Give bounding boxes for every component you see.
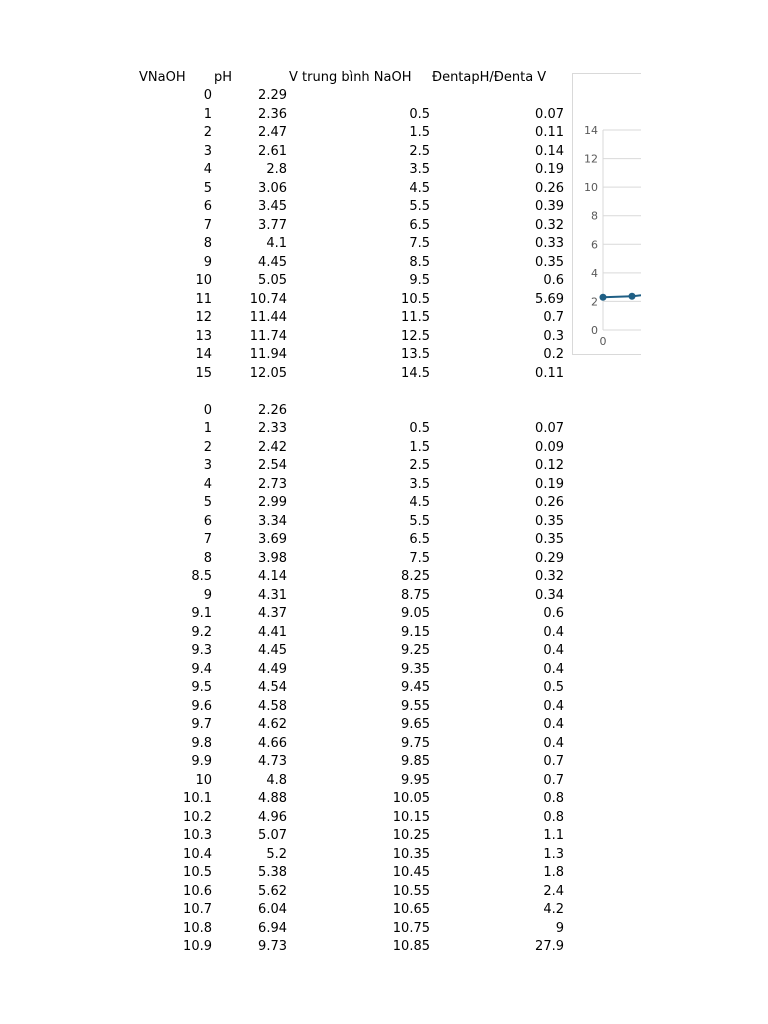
- cell-delta: 0.34: [535, 587, 564, 603]
- table-row: [0, 661, 600, 680]
- cell-delta: 0.11: [535, 365, 564, 381]
- cell-vnaoh: 14: [195, 347, 212, 362]
- cell-vnaoh: 9.4: [191, 661, 212, 677]
- cell-vnaoh: 10: [195, 273, 212, 288]
- cell-delta: 5.69: [535, 291, 564, 307]
- cell-delta: 0.35: [535, 532, 564, 547]
- cell-v-mean: 10.5: [401, 291, 430, 307]
- cell-vnaoh: 10.7: [183, 902, 212, 917]
- table-row: [0, 254, 600, 273]
- table-row: [0, 883, 600, 902]
- table-row: [0, 624, 600, 643]
- cell-delta: 0.4: [543, 661, 564, 677]
- cell-v-mean: 10.15: [392, 809, 430, 825]
- cell-v-mean: 6.5: [409, 532, 430, 547]
- cell-delta: 0.35: [535, 254, 564, 270]
- cell-v-mean: 9.95: [401, 772, 430, 788]
- cell-v-mean: 10.75: [392, 920, 430, 936]
- y-tick-label: 4: [591, 266, 598, 280]
- cell-ph: 3.34: [258, 513, 287, 529]
- cell-delta: 0.7: [543, 772, 564, 788]
- cell-ph: 4.8: [266, 772, 287, 788]
- cell-delta: 0.09: [535, 439, 564, 455]
- cell-delta: 1.8: [543, 865, 564, 880]
- table-row: [0, 920, 600, 939]
- cell-v-mean: 10.85: [392, 939, 430, 954]
- cell-ph: 4.45: [258, 254, 287, 270]
- cell-ph: 3.77: [258, 217, 287, 233]
- cell-vnaoh: 7: [203, 532, 212, 547]
- cell-v-mean: 2.5: [409, 458, 430, 473]
- table-row: [0, 550, 600, 569]
- cell-v-mean: 9.05: [401, 606, 430, 621]
- cell-delta: 0.5: [543, 680, 564, 695]
- cell-vnaoh: 8: [203, 550, 212, 566]
- table-row: [0, 346, 600, 365]
- cell-v-mean: 9.35: [401, 661, 430, 677]
- table-row: [0, 716, 600, 735]
- cell-vnaoh: 10.9: [183, 939, 212, 954]
- cell-v-mean: 9.85: [401, 754, 430, 769]
- cell-ph: 4.58: [258, 698, 287, 714]
- cell-ph: 3.98: [258, 550, 287, 566]
- cell-ph: 2.54: [258, 458, 287, 473]
- cell-v-mean: 5.5: [409, 513, 430, 529]
- cell-ph: 11.74: [249, 328, 287, 344]
- cell-v-mean: 10.05: [392, 791, 430, 806]
- cell-ph: 2.29: [258, 88, 287, 103]
- cell-vnaoh: 5: [203, 180, 212, 196]
- cell-ph: 6.04: [258, 902, 287, 917]
- table-row: [0, 328, 600, 347]
- cell-vnaoh: 9.6: [191, 698, 212, 714]
- table-row: [0, 143, 600, 162]
- table-row: [0, 106, 600, 125]
- x-tick-label: 0: [599, 335, 607, 348]
- cell-ph: 4.88: [258, 791, 287, 806]
- cell-v-mean: 7.5: [409, 550, 430, 566]
- cell-v-mean: 11.5: [401, 310, 430, 325]
- cell-ph: 2.73: [258, 476, 287, 492]
- cell-v-mean: 9.5: [409, 273, 430, 288]
- cell-delta: 27.9: [535, 939, 564, 954]
- cell-v-mean: 9.15: [401, 624, 430, 640]
- cell-v-mean: 9.45: [401, 680, 430, 695]
- cell-ph: 2.61: [258, 143, 287, 159]
- cell-ph: 4.1: [266, 236, 287, 251]
- cell-vnaoh: 10.4: [183, 846, 212, 862]
- table-row: [0, 402, 600, 421]
- cell-delta: 0.7: [543, 754, 564, 769]
- cell-delta: 0.19: [535, 162, 564, 177]
- table-row: [0, 735, 600, 754]
- cell-delta: 0.4: [543, 643, 564, 658]
- header-delta: ĐentapH/Đenta V: [432, 70, 547, 85]
- cell-ph: 4.73: [258, 754, 287, 769]
- cell-ph: 11.94: [249, 347, 287, 362]
- cell-vnaoh: 7: [203, 217, 212, 233]
- cell-ph: 11.44: [249, 310, 287, 325]
- table-row: [0, 790, 600, 809]
- cell-delta: 0.12: [535, 458, 564, 473]
- table-row: [0, 87, 600, 106]
- cell-ph: 4.31: [258, 587, 287, 603]
- cell-ph: 5.62: [258, 883, 287, 899]
- cell-ph: 4.54: [258, 680, 287, 695]
- cell-delta: 0.26: [535, 180, 564, 196]
- cell-vnaoh: 10.6: [183, 883, 212, 899]
- cell-v-mean: 10.45: [392, 865, 430, 880]
- header-v-mean: V trung bình NaOH: [289, 70, 412, 85]
- table-row: [0, 698, 600, 717]
- cell-vnaoh: 4: [203, 162, 212, 177]
- cell-ph: 4.14: [258, 569, 287, 584]
- cell-vnaoh: 8.5: [191, 569, 212, 584]
- chart-canvas: [573, 74, 641, 354]
- table-row: [0, 531, 600, 550]
- cell-v-mean: 8.75: [401, 587, 430, 603]
- y-tick-label: 0: [591, 324, 598, 337]
- cell-v-mean: 7.5: [409, 236, 430, 251]
- cell-vnaoh: 3: [203, 458, 212, 473]
- table-row: [0, 809, 600, 828]
- cell-v-mean: 0.5: [409, 421, 430, 436]
- ph-chart: [572, 73, 641, 355]
- table-row: [0, 679, 600, 698]
- table-row: [0, 217, 600, 236]
- cell-v-mean: 14.5: [401, 365, 430, 381]
- table-row: [0, 476, 600, 495]
- cell-vnaoh: 9.8: [191, 735, 212, 751]
- cell-vnaoh: 6: [203, 199, 212, 214]
- cell-vnaoh: 10.3: [183, 828, 212, 843]
- cell-delta: 0.39: [535, 199, 564, 214]
- cell-vnaoh: 9.1: [191, 606, 212, 621]
- cell-delta: 0.4: [543, 624, 564, 640]
- cell-ph: 4.62: [258, 717, 287, 732]
- cell-delta: 0.33: [535, 236, 564, 251]
- cell-delta: 0.11: [535, 125, 564, 140]
- cell-vnaoh: 10.2: [183, 809, 212, 825]
- cell-vnaoh: 9.2: [191, 624, 212, 640]
- cell-ph: 2.42: [258, 439, 287, 455]
- table-row: [0, 457, 600, 476]
- cell-v-mean: 4.5: [409, 180, 430, 196]
- cell-v-mean: 10.55: [392, 883, 430, 899]
- cell-vnaoh: 9.5: [191, 680, 212, 695]
- cell-delta: 0.3: [543, 328, 564, 344]
- cell-vnaoh: 2: [203, 125, 212, 140]
- cell-ph: 3.45: [258, 199, 287, 214]
- header-vnaoh: VNaOH: [139, 70, 186, 85]
- cell-v-mean: 10.35: [392, 846, 430, 862]
- table-row: [0, 494, 600, 513]
- cell-delta: 0.2: [543, 347, 564, 362]
- table-row: [0, 513, 600, 532]
- cell-v-mean: 2.5: [409, 143, 430, 159]
- cell-vnaoh: 9.7: [191, 717, 212, 732]
- cell-vnaoh: 15: [195, 365, 212, 381]
- table-row: [0, 827, 600, 846]
- table-row: [0, 938, 600, 957]
- table-row: [0, 772, 600, 791]
- table-row: [0, 180, 600, 199]
- y-tick-label: 14: [584, 124, 598, 137]
- cell-vnaoh: 0: [203, 402, 212, 418]
- table-row: [0, 365, 600, 384]
- cell-delta: 0.7: [543, 310, 564, 325]
- cell-v-mean: 9.75: [401, 735, 430, 751]
- y-tick-label: 2: [591, 295, 598, 309]
- cell-v-mean: 0.5: [409, 106, 430, 122]
- cell-v-mean: 12.5: [401, 328, 430, 344]
- cell-ph: 5.07: [258, 828, 287, 843]
- table-row: [0, 587, 600, 606]
- cell-delta: 0.32: [535, 569, 564, 584]
- cell-vnaoh: 1: [203, 106, 212, 122]
- cell-ph: 6.94: [258, 920, 287, 936]
- table-row: [0, 198, 600, 217]
- table-row: [0, 901, 600, 920]
- cell-ph: 2.47: [258, 125, 287, 140]
- cell-ph: 2.33: [258, 421, 287, 436]
- cell-v-mean: 8.25: [401, 569, 430, 584]
- cell-ph: 12.05: [249, 365, 287, 381]
- cell-vnaoh: 3: [203, 143, 212, 159]
- table-row: [0, 439, 600, 458]
- cell-vnaoh: 10: [195, 772, 212, 788]
- cell-vnaoh: 10.5: [183, 865, 212, 880]
- cell-delta: 0.8: [543, 791, 564, 806]
- cell-ph: 10.74: [249, 291, 287, 307]
- cell-v-mean: 9.65: [401, 717, 430, 732]
- cell-ph: 2.26: [258, 402, 287, 418]
- cell-v-mean: 3.5: [409, 162, 430, 177]
- cell-vnaoh: 5: [203, 495, 212, 510]
- table-row: [0, 383, 600, 402]
- cell-ph: 2.36: [258, 106, 287, 122]
- cell-delta: 0.4: [543, 698, 564, 714]
- cell-ph: 5.05: [258, 273, 287, 288]
- cell-ph: 4.45: [258, 643, 287, 658]
- cell-ph: 4.96: [258, 809, 287, 825]
- header-ph: pH: [214, 70, 233, 85]
- cell-v-mean: 8.5: [409, 254, 430, 270]
- cell-vnaoh: 9.9: [191, 754, 212, 769]
- table-row: [0, 235, 600, 254]
- cell-delta: 0.07: [535, 421, 564, 436]
- y-tick-label: 8: [591, 209, 598, 223]
- cell-vnaoh: 11: [195, 291, 212, 307]
- table-row: [0, 161, 600, 180]
- cell-vnaoh: 9.3: [191, 643, 212, 658]
- cell-delta: 0.19: [535, 476, 564, 492]
- table-row: [0, 846, 600, 865]
- table-row: [0, 605, 600, 624]
- data-point: [629, 293, 636, 300]
- cell-delta: 0.4: [543, 735, 564, 751]
- cell-delta: 0.35: [535, 513, 564, 529]
- cell-v-mean: 1.5: [409, 125, 430, 140]
- table-row: [0, 272, 600, 291]
- cell-delta: 1.3: [543, 846, 564, 862]
- cell-ph: 9.73: [258, 939, 287, 954]
- table-row: [0, 568, 600, 587]
- cell-delta: 0.32: [535, 217, 564, 233]
- cell-ph: 4.66: [258, 735, 287, 751]
- cell-ph: 3.69: [258, 532, 287, 547]
- data-table: [0, 87, 600, 957]
- cell-v-mean: 3.5: [409, 476, 430, 492]
- cell-vnaoh: 4: [203, 476, 212, 492]
- cell-vnaoh: 6: [203, 513, 212, 529]
- cell-delta: 0.26: [535, 495, 564, 510]
- table-row: [0, 864, 600, 883]
- cell-delta: 0.4: [543, 717, 564, 732]
- cell-ph: 4.49: [258, 661, 287, 677]
- table-row: [0, 124, 600, 143]
- cell-v-mean: 10.65: [392, 902, 430, 917]
- cell-v-mean: 4.5: [409, 495, 430, 510]
- cell-vnaoh: 10.8: [183, 920, 212, 936]
- table-row: [0, 420, 600, 439]
- cell-delta: 0.14: [535, 143, 564, 159]
- cell-ph: 2.8: [266, 162, 287, 177]
- cell-ph: 4.37: [258, 606, 287, 621]
- y-tick-label: 6: [591, 238, 598, 252]
- cell-vnaoh: 2: [203, 439, 212, 455]
- cell-ph: 3.06: [258, 180, 287, 196]
- cell-ph: 2.99: [258, 495, 287, 510]
- cell-delta: 0.6: [543, 273, 564, 288]
- table-row: [0, 309, 600, 328]
- table-row: [0, 291, 600, 310]
- cell-delta: 0.8: [543, 809, 564, 825]
- cell-delta: 2.4: [543, 883, 564, 899]
- cell-v-mean: 6.5: [409, 217, 430, 233]
- table-row: [0, 753, 600, 772]
- cell-ph: 5.38: [258, 865, 287, 880]
- cell-vnaoh: 10.1: [183, 791, 212, 806]
- cell-v-mean: 13.5: [401, 347, 430, 362]
- cell-delta: 4.2: [543, 902, 564, 917]
- cell-vnaoh: 0: [203, 88, 212, 103]
- cell-delta: 1.1: [543, 828, 564, 843]
- y-tick-label: 12: [584, 152, 598, 166]
- cell-v-mean: 9.25: [401, 643, 430, 658]
- cell-delta: 0.07: [535, 106, 564, 122]
- cell-vnaoh: 9: [203, 587, 212, 603]
- table-row: [0, 642, 600, 661]
- cell-ph: 5.2: [266, 846, 287, 862]
- cell-vnaoh: 13: [195, 328, 212, 344]
- cell-vnaoh: 9: [203, 254, 212, 270]
- cell-delta: 0.6: [543, 606, 564, 621]
- cell-ph: 4.41: [258, 624, 287, 640]
- cell-vnaoh: 1: [203, 421, 212, 436]
- data-point: [600, 294, 607, 301]
- y-tick-label: 10: [584, 181, 598, 195]
- cell-vnaoh: 12: [195, 310, 212, 325]
- cell-v-mean: 1.5: [409, 439, 430, 455]
- cell-v-mean: 9.55: [401, 698, 430, 714]
- cell-delta: 9: [555, 920, 564, 936]
- cell-v-mean: 5.5: [409, 199, 430, 214]
- cell-delta: 0.29: [535, 550, 564, 566]
- cell-vnaoh: 8: [203, 236, 212, 251]
- cell-v-mean: 10.25: [392, 828, 430, 843]
